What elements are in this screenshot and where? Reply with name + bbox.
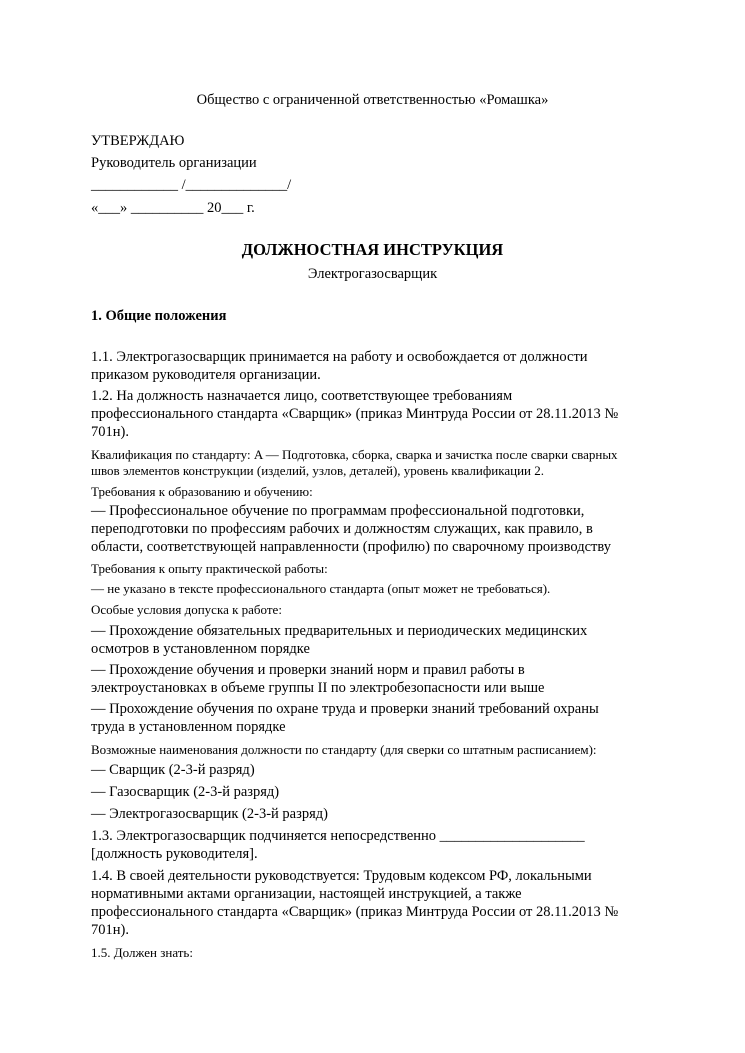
- paragraph-1-2-line-2: профессионального стандарта «Сварщик» (приказ Минтруда России от 28.11.2013 №: [91, 406, 619, 422]
- education-label: Требования к образованию и обучению:: [91, 484, 313, 499]
- paragraph-1-1-line-2: приказом руководителя организации.: [91, 367, 321, 383]
- document-title: ДОЛЖНОСТНАЯ ИНСТРУКЦИЯ: [241, 240, 504, 259]
- conditions-label: Особые условия допуска к работе:: [91, 602, 282, 617]
- paragraph-1-1-line-1: 1.1. Электрогазосварщик принимается на работу и освобождается от должности: [91, 349, 588, 365]
- paragraph-1-3-line-2: [должность руководителя].: [91, 846, 258, 862]
- job-title-item-3: — Электрогазосварщик (2-3-й разряд): [91, 806, 328, 822]
- paragraph-1-3-line-1: 1.3. Электрогазосварщик подчиняется непосредственно ____________________: [91, 828, 585, 844]
- organization-name: Общество с ограниченной ответственностью «Ромашка»: [196, 92, 549, 108]
- paragraph-1-5: 1.5. Должен знать:: [91, 945, 193, 960]
- document-subtitle: Электрогазосварщик: [307, 266, 438, 282]
- paragraph-1-2-line-3: 701н).: [91, 424, 129, 440]
- date-line: «___» __________ 20___ г.: [91, 200, 255, 216]
- condition-2-line-1: — Прохождение обучения и проверки знаний норм и правил работы в: [91, 662, 525, 678]
- paragraph-1-4-line-3: профессионального стандарта «Сварщик» (приказ Минтруда России от 28.11.2013 №: [91, 904, 619, 920]
- experience-item: — не указано в тексте профессионального стандарта (опыт может не требоваться).: [91, 581, 551, 596]
- education-item-line-3: области, соответствующей направленности (профилю) по сварочному производству: [91, 539, 611, 555]
- paragraph-1-4-line-4: 701н).: [91, 922, 129, 938]
- education-item-line-1: — Профессиональное обучение по программам профессиональной подготовки,: [91, 503, 585, 519]
- condition-3-line-1: — Прохождение обучения по охране труда и проверки знаний требований охраны: [91, 701, 599, 717]
- condition-2-line-2: электроустановках в объеме группы II по электробезопасности или выше: [91, 680, 545, 696]
- qualification-line-2: швов элементов конструкции (изделий, узлов, деталей), уровень квалификации 2.: [91, 463, 544, 478]
- education-item-line-2: переподготовки по профессиям рабочих и должностям служащих, как правило, в: [91, 521, 593, 537]
- qualification-line-1: Квалификация по стандарту: A — Подготовка, сборка, сварка и зачистка после сварки сварных: [91, 447, 618, 462]
- condition-1-line-2: осмотров в установленном порядке: [91, 641, 310, 657]
- paragraph-1-2-line-1: 1.2. На должность назначается лицо, соответствующее требованиям: [91, 388, 513, 404]
- approver-role: Руководитель организации: [91, 155, 257, 171]
- titles-label: Возможные наименования должности по стандарту (для сверки со штатным расписанием):: [91, 742, 597, 757]
- section-heading: 1. Общие положения: [91, 308, 227, 324]
- job-title-item-1: — Сварщик (2-3-й разряд): [91, 762, 255, 778]
- job-title-item-2: — Газосварщик (2-3-й разряд): [91, 784, 280, 800]
- condition-3-line-2: труда в установленном порядке: [91, 719, 286, 735]
- condition-1-line-1: — Прохождение обязательных предварительных и периодических медицинских: [91, 623, 588, 639]
- signature-line: ____________ /______________/: [91, 177, 292, 193]
- paragraph-1-4-line-1: 1.4. В своей деятельности руководствуется: Трудовым кодексом РФ, локальными: [91, 868, 592, 884]
- experience-label: Требования к опыту практической работы:: [91, 561, 328, 576]
- paragraph-1-4-line-2: нормативными актами организации, настоящей инструкцией, а также: [91, 886, 522, 902]
- approve-label: УТВЕРЖДАЮ: [91, 133, 185, 149]
